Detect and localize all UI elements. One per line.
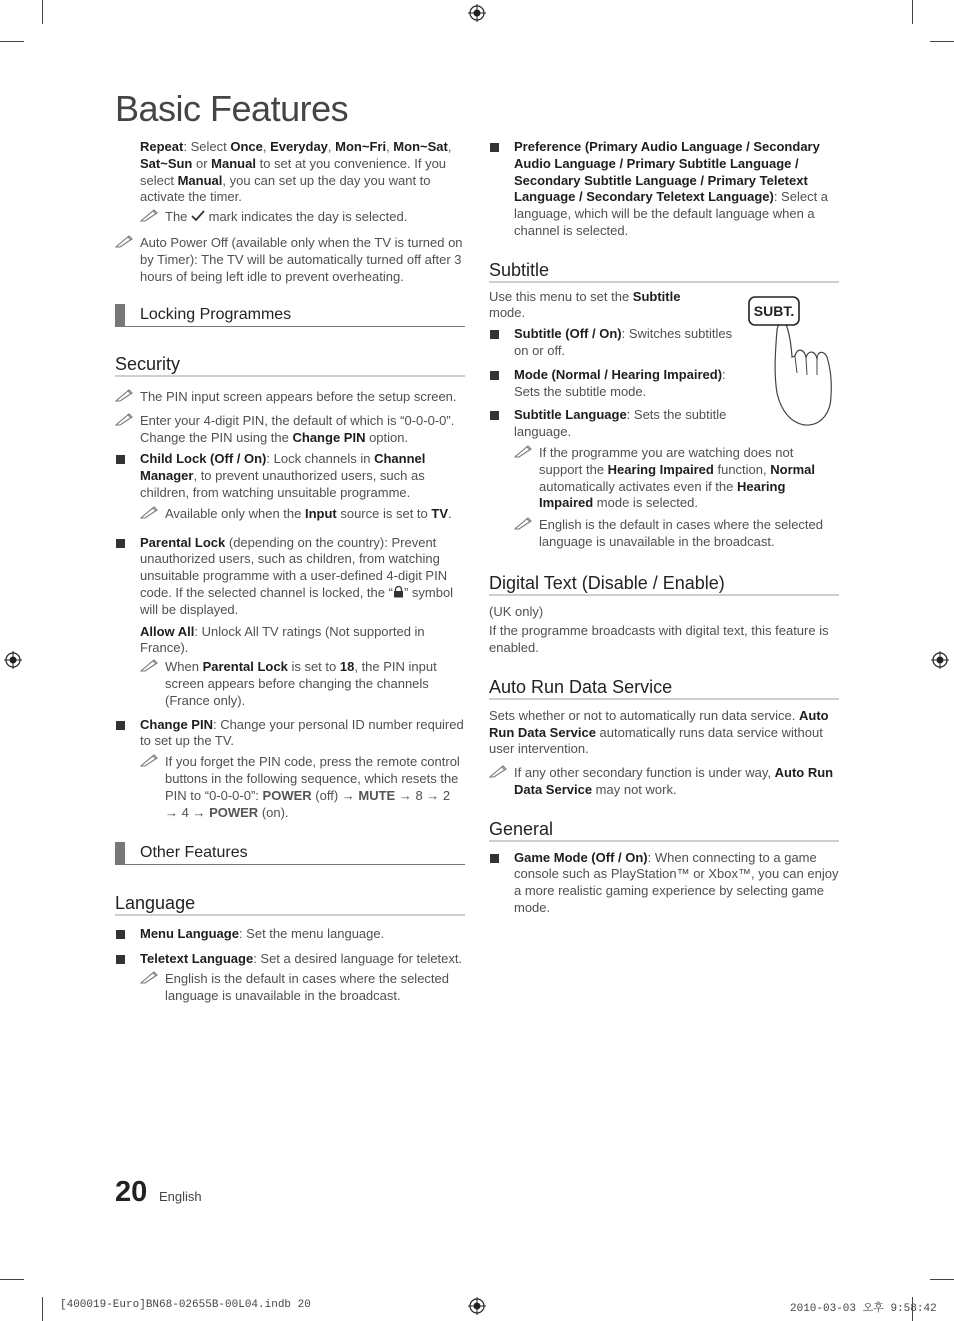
page-language: English — [159, 1189, 202, 1204]
security-note-1: The PIN input screen appears before the setup screen. — [115, 389, 465, 406]
registration-mark-icon — [931, 651, 949, 669]
pencil-note-icon — [115, 412, 135, 426]
registration-mark-icon — [4, 651, 22, 669]
subtitle-note-2: English is the default in cases where the selected language is unavailable in the broadcast. — [514, 517, 839, 551]
pencil-note-icon — [140, 753, 160, 767]
pencil-note-icon — [489, 764, 509, 778]
crop-mark — [912, 0, 913, 24]
repeat-note: The mark indicates the day is selected. — [140, 209, 465, 226]
game-mode-item: Game Mode (Off / On): When connecting to a game console such as PlayStation™ or Xbox™, you can enjoy a more realistic gaming experience by selecting game mode. — [489, 850, 839, 917]
page-title: Basic Features — [115, 88, 349, 129]
pencil-note-icon — [115, 388, 135, 402]
digital-text-heading: Digital Text (Disable / Enable) — [489, 575, 839, 596]
registration-mark-icon — [468, 4, 486, 22]
pencil-note-icon — [115, 234, 135, 248]
change-pin-note: If you forget the PIN code, press the remote control buttons in the following sequence, which resets the PIN to “0-0-0-0”: POWER (off) → MUTE → 8 → 2 → 4 → POWER (on). — [140, 754, 465, 821]
right-column — [489, 139, 839, 917]
subt-button: SUBT. — [753, 302, 795, 319]
allow-all-item: Allow All: Unlock All TV ratings (Not supported in France). — [140, 623, 425, 656]
subtitle-language-item: Subtitle Language: Sets the subtitle language. — [489, 407, 734, 441]
parental-lock-note: When Parental Lock is set to 18, the PIN input screen appears before changing the channels (France only). — [140, 659, 465, 709]
pencil-note-icon — [514, 516, 534, 530]
preference-item: Preference (Primary Audio Language / Secondary Audio Language / Primary Subtitle Language / Secondary Subtitle Language / Primary Teletext Language / Secondary Teletext Language): Select a language, which will be the default language when a channel is selected. — [489, 139, 839, 240]
auto-run-note: If any other secondary function is under way, Auto Run Data Service may not work. — [489, 765, 839, 799]
auto-power-off-note: Auto Power Off (available only when the TV is turned on by Timer): The TV will be automatically turned off after 3 hours of being left idle to prevent overheating. — [115, 235, 465, 285]
crop-mark — [0, 1279, 24, 1280]
repeat-paragraph: Repeat: Select Once, Everyday, Mon~Fri, Mon~Sat, Sat~Sun or Manual to set at you convenience. If you select Manual, you can set up the day you want to activate the timer. — [140, 139, 452, 205]
pencil-note-icon — [140, 208, 160, 222]
language-heading: Language — [115, 895, 465, 916]
parental-lock-item: Parental Lock (depending on the country): Prevent unauthorized users, such as children, from watching unsuitable programme with a user-defined 4-digit PIN code. If the selected channel is locked, the “ ” symbol will be displayed. — [115, 535, 465, 619]
print-date-info: 2010-03-03 오후 9:58:42 — [790, 1303, 937, 1315]
print-file-info: [400019-Euro]BN68-02655B-00L04.indb 20 — [60, 1299, 311, 1311]
crop-mark — [930, 41, 954, 42]
uk-only-label: (UK only) — [489, 603, 544, 619]
digital-text-description: If the programme broadcasts with digital text, this feature is enabled. — [489, 623, 829, 656]
subtitle-note-1: If the programme you are watching does not support the Hearing Impaired function, Normal automatically activates even if the Hearing Impaired mode is selected. — [514, 445, 839, 512]
general-heading: General — [489, 821, 839, 842]
lock-icon — [393, 586, 404, 598]
pencil-note-icon — [140, 658, 160, 672]
menu-language-item: Menu Language: Set the menu language. — [115, 926, 465, 943]
subtitle-onoff-item: Subtitle (Off / On): Switches subtitles on or off. — [489, 326, 734, 360]
crop-mark — [42, 0, 43, 24]
checkmark-icon — [191, 210, 205, 222]
subt-remote-hand-illustration — [747, 295, 837, 430]
change-pin-item: Change PIN: Change your personal ID number required to set up the TV. — [115, 717, 465, 751]
pencil-note-icon — [140, 505, 160, 519]
child-lock-note: Available only when the Input source is set to TV. — [140, 506, 465, 523]
pencil-note-icon — [140, 970, 160, 984]
crop-mark — [42, 1297, 43, 1321]
crop-mark — [930, 1279, 954, 1280]
subtitle-mode-item: Mode (Normal / Hearing Impaired): Sets the subtitle mode. — [489, 367, 734, 401]
page-number: 20 — [115, 1176, 148, 1208]
auto-run-description: Sets whether or not to automatically run data service. Auto Run Data Service automatically runs data service without user intervention. — [489, 707, 829, 757]
locking-programmes-heading: Locking Programmes — [115, 304, 465, 327]
teletext-language-item: Teletext Language: Set a desired language for teletext. — [115, 951, 465, 968]
subtitle-heading: Subtitle — [489, 262, 839, 283]
auto-run-data-service-heading: Auto Run Data Service — [489, 679, 839, 700]
security-heading: Security — [115, 356, 465, 377]
security-note-2: Enter your 4-digit PIN, the default of which is “0-0-0-0”. Change the PIN using the Change PIN option. — [115, 413, 465, 447]
left-column — [115, 139, 465, 1005]
crop-mark — [0, 41, 24, 42]
other-features-heading: Other Features — [115, 842, 465, 865]
pencil-note-icon — [514, 444, 534, 458]
child-lock-item: Child Lock (Off / On): Lock channels in Channel Manager, to prevent unauthorized users, such as children, from watching unsuitable programme. — [115, 451, 465, 501]
teletext-note: English is the default in cases where the selected language is unavailable in the broadcast. — [140, 971, 465, 1005]
registration-mark-icon — [468, 1297, 486, 1315]
subtitle-intro: Use this menu to set the Subtitle mode. — [489, 288, 681, 321]
